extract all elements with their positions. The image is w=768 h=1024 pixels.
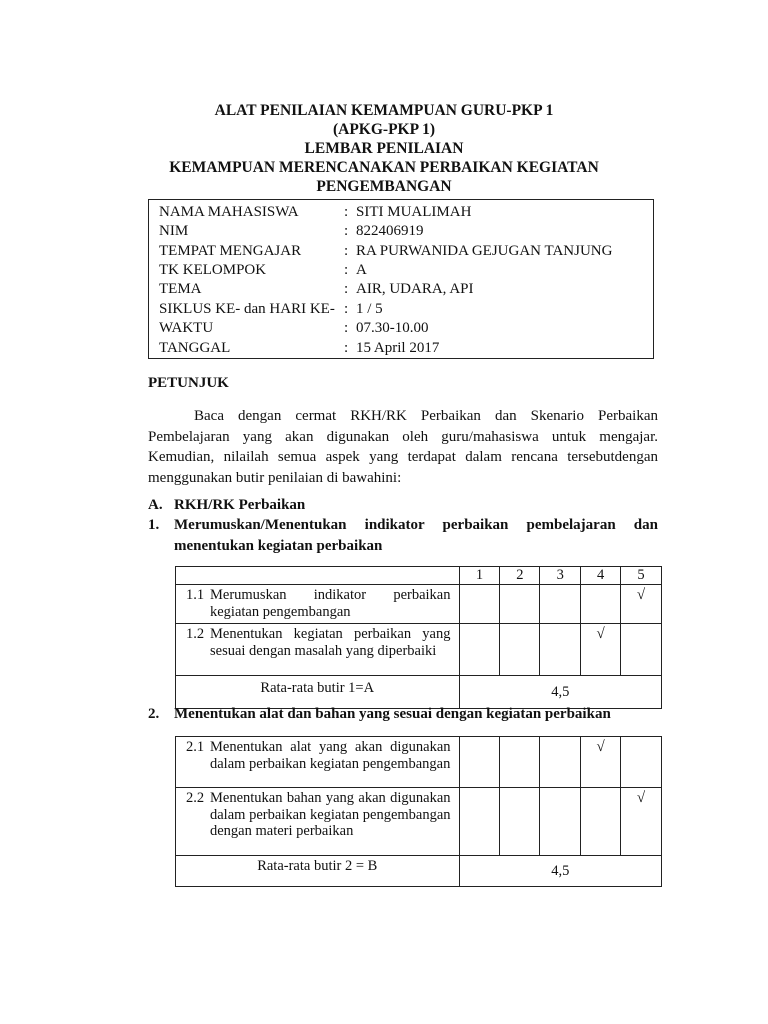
section-a-heading [148,497,306,514]
criterion-2-2 [176,788,460,856]
score-cell[interactable] [459,585,500,624]
average-value: 4,5 [459,856,661,887]
average-row [176,856,662,887]
criterion-number: 1.2 [186,626,205,642]
score-cell[interactable] [459,624,500,676]
identity-value: SITI MUALIMAH [356,204,472,220]
scale-2: 2 [500,567,540,585]
criterion-text: Menentukan alat yang akan digunakan dalam perbaikan kegiatan pengembangan [210,739,451,772]
identity-label: SIKLUS KE- dan HARI KE- [159,300,335,317]
score-cell[interactable] [500,737,540,788]
petunjuk-text: Baca dengan cermat RKH/RK Perbaikan dan Skenario Perbaikan Pembelajaran yang akan digunakan oleh guru/mahasiswa untuk mengajar. Kemudian, nilailah semua aspek yang terdapat dalam rencana tersebutdengan menggunakan butir penilaian di bawahini: [148,408,658,486]
score-cell[interactable] [459,788,500,856]
score-table-2 [175,736,662,887]
title-line-4: KEMAMPUAN MERENCANAKAN PERBAIKAN KEGIATAN [169,159,599,176]
average-label: Rata-rata butir 2 = B [176,856,460,887]
identity-value: 15 April 2017 [356,339,440,356]
petunjuk-heading: PETUNJUK [148,375,229,391]
title-line-5: PENGEMBANGAN [316,178,452,195]
title-line-3: LEMBAR PENILAIAN [304,140,464,157]
title-line-2: (APKG-PKP 1) [332,121,436,138]
identity-label: NIM [159,223,189,239]
score-cell[interactable] [540,624,581,676]
score-cell[interactable] [500,788,540,856]
score-cell[interactable] [459,737,500,788]
identity-value: 07.30-10.00 [356,320,429,336]
score-cell[interactable] [540,788,581,856]
item-2-title: Menentukan alat dan bahan yang sesuai dengan kegiatan perbaikan [174,706,611,722]
scale-4: 4 [581,567,621,585]
identity-colon: : [344,204,349,220]
item-2-number: 2. [148,706,160,722]
identity-colon: : [344,320,349,336]
scale-3: 3 [540,567,581,585]
identity-value: 822406919 [356,223,424,239]
table-row [176,788,662,856]
identity-box [148,199,654,359]
identity-label: WAKTU [159,320,214,336]
criterion-number: 1.1 [186,587,205,603]
average-label: Rata-rata butir 1=A [176,676,460,709]
table-row [176,624,662,676]
identity-value: A [356,262,367,278]
scale-1: 1 [459,567,500,585]
score-cell[interactable] [540,585,581,624]
identity-colon: : [344,242,349,259]
score-cell[interactable] [540,737,581,788]
score-cell[interactable] [581,788,621,856]
petunjuk-paragraph [148,406,658,488]
document-title [0,101,768,196]
identity-label: TK KELOMPOK [159,262,267,278]
item-1-heading [148,515,658,559]
scale-header-row [176,567,662,585]
criterion-number: 2.1 [186,739,205,755]
criterion-text: Menentukan bahan yang akan digunakan dalam perbaikan kegiatan pengembangan dengan materi perbaikan [210,790,451,839]
check-mark[interactable]: √ [581,737,621,788]
identity-colon: : [344,339,349,356]
item-1-number: 1. [148,517,160,533]
criterion-text: Menentukan kegiatan perbaikan yang sesuai dengan masalah yang diperbaiki [210,626,451,659]
identity-label: NAMA MAHASISWA [159,204,299,220]
identity-label: TEMPAT MENGAJAR [159,242,302,259]
section-a-letter: A. [148,497,163,513]
identity-value: AIR, UDARA, API [356,281,474,297]
criterion-2-1 [176,737,460,788]
criterion-number: 2.2 [186,790,205,806]
table-row [176,585,662,624]
scale-5: 5 [621,567,662,585]
score-cell[interactable] [621,624,662,676]
identity-colon: : [344,281,349,297]
item-2-heading [148,704,658,726]
average-value: 4,5 [459,676,662,709]
criterion-1-2 [176,624,460,676]
criterion-1-1 [176,585,460,624]
section-a-title: RKH/RK Perbaikan [174,497,306,513]
identity-colon: : [344,262,349,278]
table-row [176,737,662,788]
score-table-1 [175,566,662,709]
identity-label: TEMA [159,281,202,297]
score-cell[interactable] [500,585,540,624]
blank-header-cell [176,567,460,585]
score-cell[interactable] [500,624,540,676]
score-cell[interactable] [581,585,621,624]
item-1-title: Merumuskan/Menentukan indikator perbaikan pembelajaran dan menentukan kegiatan perbaikan [174,517,658,554]
identity-label: TANGGAL [159,339,231,356]
check-mark[interactable]: √ [621,585,662,624]
criterion-text: Merumuskan indikator perbaikan kegiatan pengembangan [210,587,451,620]
check-mark[interactable]: √ [581,624,621,676]
identity-colon: : [344,300,349,317]
identity-colon: : [344,223,349,239]
title-line-1: ALAT PENILAIAN KEMAMPUAN GURU-PKP 1 [214,102,554,119]
score-cell[interactable] [621,737,662,788]
check-mark[interactable]: √ [621,788,662,856]
identity-value: RA PURWANIDA GEJUGAN TANJUNG [356,242,613,259]
identity-value: 1 / 5 [356,300,383,317]
